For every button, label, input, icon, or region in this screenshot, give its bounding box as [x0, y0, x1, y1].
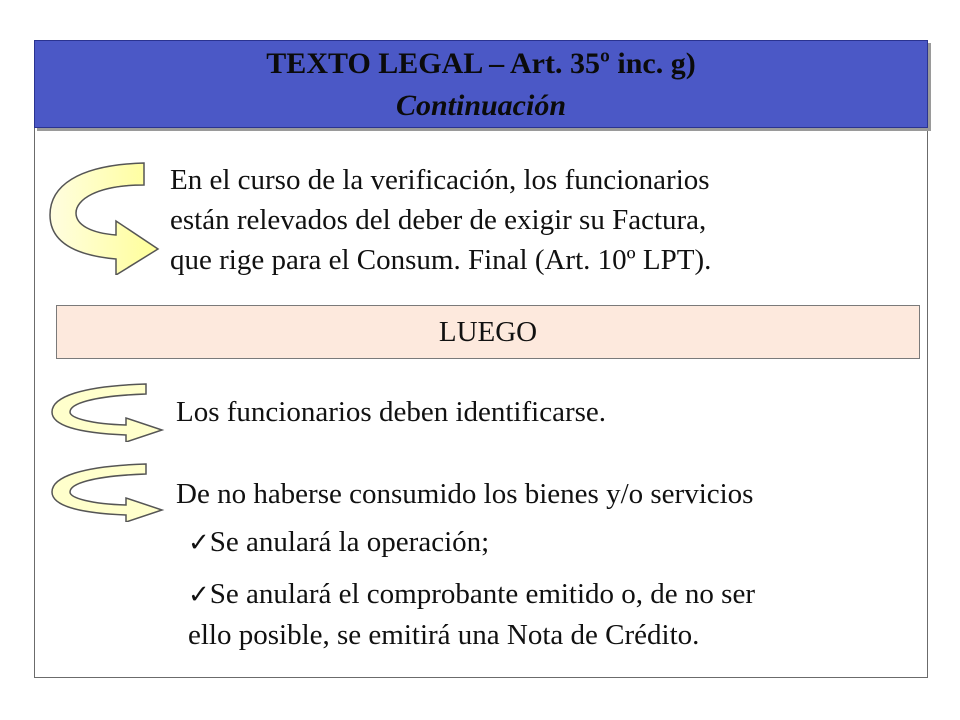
curved-arrow-icon: [46, 380, 166, 442]
verification-paragraph: [170, 160, 902, 280]
check-mark-icon: ✓: [188, 528, 210, 558]
curved-arrow-icon: [46, 460, 166, 522]
check-item-text: ello posible, se emitirá una Nota de Crédito.: [188, 619, 700, 651]
page-title: TEXTO LEGAL – Art. 35º inc. g): [266, 47, 696, 80]
luego-label: LUEGO: [438, 316, 538, 348]
check-item-text: Se anulará el comprobante emitido o, de no ser: [209, 578, 755, 610]
check-mark-icon: ✓: [188, 580, 210, 610]
title-banner: [34, 40, 928, 128]
paragraph-line: que rige para el Consum. Final (Art. 10º LPT).: [170, 244, 712, 276]
identify-point: Los funcionarios deben identificarse.: [176, 396, 607, 428]
paragraph-line: están relevados del deber de exigir su Factura,: [170, 204, 707, 236]
curved-arrow-icon: [36, 155, 166, 275]
not-consumed-point: De no haberse consumido los bienes y/o servicios: [176, 478, 754, 510]
check-item: [188, 574, 918, 655]
check-item: [188, 522, 489, 563]
check-item-text: Se anulará la operación;: [209, 526, 490, 558]
luego-banner: [56, 305, 920, 359]
page-subtitle: Continuación: [395, 89, 567, 122]
paragraph-line: En el curso de la verificación, los funcionarios: [170, 164, 710, 196]
